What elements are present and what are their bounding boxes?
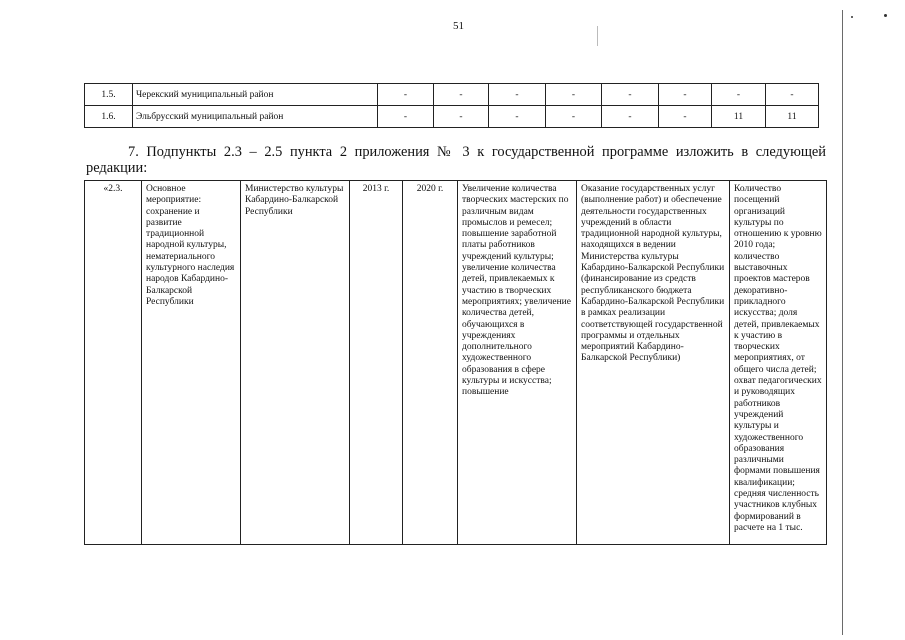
start-year-cell: 2013 г. [350,181,403,545]
event-cell: Основное мероприятие: сохранение и развитие традиционной народной культуры, нематериального культурного наследия народов Кабардино-Балкарской Республики [142,181,241,545]
value-cell: - [602,84,659,106]
value-cell: 11 [712,106,766,128]
value-cell: - [602,106,659,128]
indicators-cell: Количество посещений организаций культуры по отношению к уровню 2010 года; количество выставочных проектов мастеров декоративно-прикладного искусства; доля детей, привлекаемых к участию в творческих мероприятиях, от общего числа детей; охват педагогических и руководящих работников учреждений культуры и художественного образования различными формами повышения квалификации; средняя численность участников клубных формирований в расчете на 1 тыс. [730,181,827,545]
end-year-cell: 2020 г. [403,181,458,545]
value-cell: - [546,84,602,106]
value-cell: - [712,84,766,106]
value-cell: - [434,84,489,106]
row-number: 1.6. [85,106,133,128]
value-cell: - [378,84,434,106]
value-cell: - [659,106,712,128]
amendment-paragraph: 7. Подпункты 2.3 – 2.5 пункта 2 приложения № 3 к государственной программе изложить в следующей редакции: [86,144,826,176]
value-cell: - [489,84,546,106]
scan-speck [884,14,887,17]
results-cell: Увеличение количества творческих мастерских по различным видам промыслов и ремесел; повышение заработной платы работников учреждений культуры; увеличение количества детей, привлекаемых к участию в творческих мероприятиях; увеличение количества детей, обучающихся в учреждениях дополнительного художественного образования в сфере культуры и искусства; повышение [458,181,577,545]
value-cell: - [546,106,602,128]
value-cell: 11 [766,106,819,128]
value-cell: - [378,106,434,128]
table-row [85,84,819,106]
district-table [84,83,819,128]
value-cell: - [434,106,489,128]
district-name: Эльбрусский муниципальный район [133,106,378,128]
table-row [85,106,819,128]
tasks-cell: Оказание государственных услуг (выполнение работ) и обеспечение деятельности государственных учреждений в области традиционной народной культуры, находящихся в ведении Министерства культуры Кабардино-Балкарской Республики (финансирование из средств республиканского бюджета Кабардино-Балкарской Республики в рамках реализации соответствующей государственной программы и отдельных мероприятий Кабардино-Балкарской Республики) [577,181,730,545]
page-number: 51 [453,20,464,32]
scan-margin-line [842,10,843,635]
scan-fold-line [597,26,598,46]
scan-speck [851,16,853,18]
value-cell: - [766,84,819,106]
district-name: Черекский муниципальный район [133,84,378,106]
value-cell: - [659,84,712,106]
table-row [85,181,827,545]
value-cell: - [489,106,546,128]
executor-cell: Министерство культуры Кабардино-Балкарской Республики [241,181,350,545]
row-number: «2.3. [85,181,142,545]
row-number: 1.5. [85,84,133,106]
program-table [84,180,827,545]
